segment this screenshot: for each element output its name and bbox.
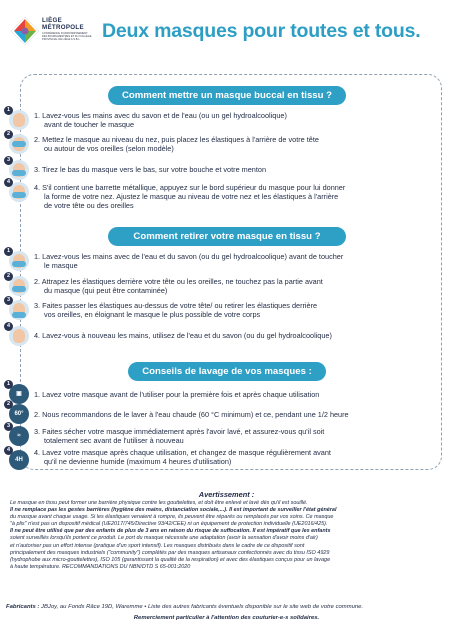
washing-machine-icon: ▣ — [9, 384, 29, 404]
manufacturers-label: Fabricants : — [6, 604, 40, 610]
step-text: 3. Faites sécher votre masque immédiatement après l'avoir lavé, et assurez-vous qu'il soit totalement sec avant de l'utiliser à nouveau — [34, 427, 325, 445]
step-number: 3 — [4, 156, 13, 165]
logo — [10, 8, 92, 66]
step-text: 4. S'il contient une barrette métallique, appuyez sur le bord supérieur du masque pour lui donner la forme de votre nez. Ajustez le masque au niveau de votre nez et les élastiques à l'arrière de votre tête ou des oreilles — [34, 183, 346, 210]
step-number: 1 — [4, 106, 13, 115]
step-number: 3 — [4, 422, 13, 431]
four-hours-icon: 4H — [9, 450, 29, 470]
logo-subtitle: CONFÉRENCE D'ARRONDISSEMENT DES BOURGMESTRES ET DU COLLÈGE PROVINCIAL DE LIÈGE A.S.B.L. — [42, 32, 92, 42]
step-text: 3. Tirez le bas du masque vers le bas, sur votre bouche et votre menton — [34, 165, 267, 174]
page-title: Deux masques pour toutes et tous. — [102, 20, 421, 42]
section-header-remove: Comment retirer votre masque en tissu ? — [108, 227, 346, 246]
section-header-put-on: Comment mettre un masque buccal en tissu ? — [108, 86, 346, 105]
step-text: 2. Attrapez les élastiques derrière votre tête ou les oreilles, ne touchez pas la partie avant du masque (qui peut être contaminée) — [34, 277, 323, 295]
logo-mark-icon — [10, 16, 40, 46]
step-text: 1. Lavez votre masque avant de l'utiliser pour la première fois et après chaque utilisation — [34, 390, 320, 399]
step-number: 4 — [4, 178, 13, 187]
step-number: 2 — [4, 272, 13, 281]
section-header-wash: Conseils de lavage de vos masques : — [128, 362, 326, 381]
step-text: 4. Lavez-vous à nouveau les mains, utilisez de l'eau et du savon (ou du gel hydroalcoolique) — [34, 331, 332, 340]
step-text: 1. Lavez-vous les mains avec de l'eau et du savon (ou du gel hydroalcoolique) avant de toucher le masque — [34, 252, 344, 270]
step-number: 4 — [4, 322, 13, 331]
step-number: 4 — [4, 446, 13, 455]
step-text: 1. Lavez-vous les mains avec du savon et de l'eau (ou un gel hydroalcoolique) avant de toucher le masque — [34, 111, 287, 129]
temperature-icon: 60° — [9, 404, 29, 424]
warning-title: Avertissement : — [198, 490, 255, 499]
step-text: 4. Lavez votre masque après chaque utilisation, et changez de masque régulièrement avant qu'il ne devienne humide (maximum 4 heures d'utilisation) — [34, 448, 331, 466]
step-text: 3. Faites passer les élastiques au-dessus de votre tête/ ou retirer les élastiques derrière vos oreilles, en éloignant le masque le plus possible de votre corps — [34, 301, 318, 319]
step-text: 2. Mettez le masque au niveau du nez, puis placez les élastiques à l'arrière de votre tête ou autour de vos oreilles (selon modèle) — [34, 135, 319, 153]
thanks-line: Remerciement particulier à l'attention des couturier-e-s solidaires. — [133, 615, 320, 621]
step-number: 1 — [4, 380, 13, 389]
logo-title: LIÈGE MÉTROPOLE — [42, 17, 84, 31]
manufacturers-line — [6, 604, 450, 610]
step-number: 1 — [4, 247, 13, 256]
warning-text: Le masque en tissu peut former une barrière physique contre les gouttelettes, et doit être enlevé et lavé dès qu'il est souillé. Il ne remplace pas les gestes barrières (hygiène des mains, distanciation sociale,...). Il est important de surveiller l'état général du masque avant chaque usage. Si les élastiques venaient à rompre, ils peuvent être réparés ou remplacés par vos soins. Ce masque "à plis" n'est pas un dispositif médical (UE2017/745/Directive 93/42/CEE) ni un équipement de protection individuelle (UE2016/425). Il ne peut être utilisé que par des enfants de plus de 3 ans en raison du risque de suffocation. Il est impératif que les enfants soient surveillés lorsqu'ils portent ce produit. Le port du masque nécessite une adaptation (avoir la sensation d'avoir moins d'air) et n'autoriser pas un effort intense (pratique d'un sport intensif). Les masques distribués dans le cadre de ce dispositif sont principalement des masques industriels ("community") complétés par des masques artisanaux confectionnés avec du tissu ISO 4929 (hydrophobe aux micro-gouttelettes), ISO 105 (garantissant la qualité de la respiration) et avec des élastiques conçus pour un lavage à haute température. RECOMMANDATIONS DU NBN/DTD S 65-001:2020 — [10, 500, 337, 570]
manufacturers-text: JBJoy, au Fonds Râce 19D, Waremme • Liste des autres fabricants éventuels disponible sur le site web de votre commune. — [39, 604, 364, 610]
step-number: 2 — [4, 130, 13, 139]
step-number: 3 — [4, 296, 13, 305]
step-text: 2. Nous recommandons de le laver à l'eau chaude (60 °C minimum) et ce, pendant une 1/2 heure — [34, 410, 349, 419]
step-number: 2 — [4, 400, 13, 409]
drying-icon: ≈ — [9, 426, 29, 446]
